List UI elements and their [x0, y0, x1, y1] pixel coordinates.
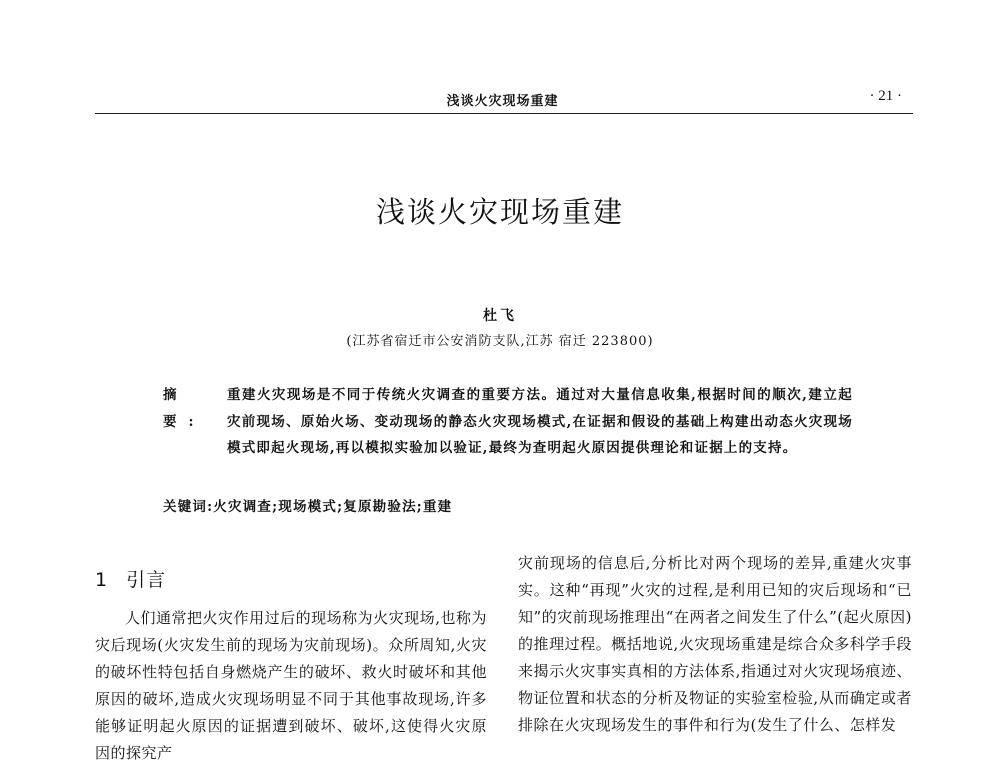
- body-column-right: [518, 550, 912, 739]
- body-paragraph: 人们通常把火灾作用过后的现场称为火灾现场,也称为灾后现场(火灾发生前的现场为灾前现场)。众所周知,火灾的破坏性特包括自身燃烧产生的破坏、救火时破坏和其他原因的破坏,造成火灾现场明显不同于其他事故现场,许多能够证明起火原因的证据遭到破坏、破坏,这使得火灾原因的探究产: [95, 609, 487, 762]
- section-number: 1: [95, 569, 109, 591]
- running-title: 浅谈火灾现场重建: [446, 94, 559, 109]
- running-header: [95, 90, 910, 112]
- abstract-text: 重建火灾现场是不同于传统火灾调查的重要方法。通过对大量信息收集,根据时间的顺次,建立起灾前现场、原始火场、变动现场的静态火灾现场模式,在证据和假设的基础上构建出动态火灾现场模式即起火现场,再以模拟实验加以验证,最终为查明起火原因提供理论和证据上的支持。: [227, 387, 853, 456]
- section-heading: [95, 565, 166, 592]
- body-column-left: [95, 605, 487, 767]
- keywords-label: 关键词:: [163, 499, 214, 515]
- abstract-label: 摘 要:: [163, 387, 206, 430]
- paper-title: 浅谈火灾现场重建: [375, 195, 624, 229]
- keywords-text: 火灾调查;现场模式;复原勘验法;重建: [213, 499, 453, 515]
- author-name: 杜飞: [483, 308, 517, 324]
- page-number: · 21 ·: [869, 88, 902, 104]
- abstract: [163, 382, 853, 462]
- author-affiliation: (江苏省宿迁市公安消防支队,江苏 宿迁 223800): [346, 334, 654, 349]
- keywords: [163, 495, 452, 515]
- header-rule: [95, 113, 913, 114]
- section-title: 引言: [126, 569, 167, 591]
- body-paragraph: 灾前现场的信息后,分析比对两个现场的差异,重建火灾事实。这种“再现”火灾的过程,是利用已知的灾后现场和“已知”的灾前现场推理出“在两者之间发生了什么”(起火原因)的推理过程。概括地说,火灾现场重建是综合众多科学手段来揭示火灾事实真相的方法体系,指通过对火灾现场痕迹、物证位置和状态的分析及物证的实验室检验,从而确定或者排除在火灾现场发生的事件和行为(发生了什么、怎样发: [518, 554, 912, 734]
